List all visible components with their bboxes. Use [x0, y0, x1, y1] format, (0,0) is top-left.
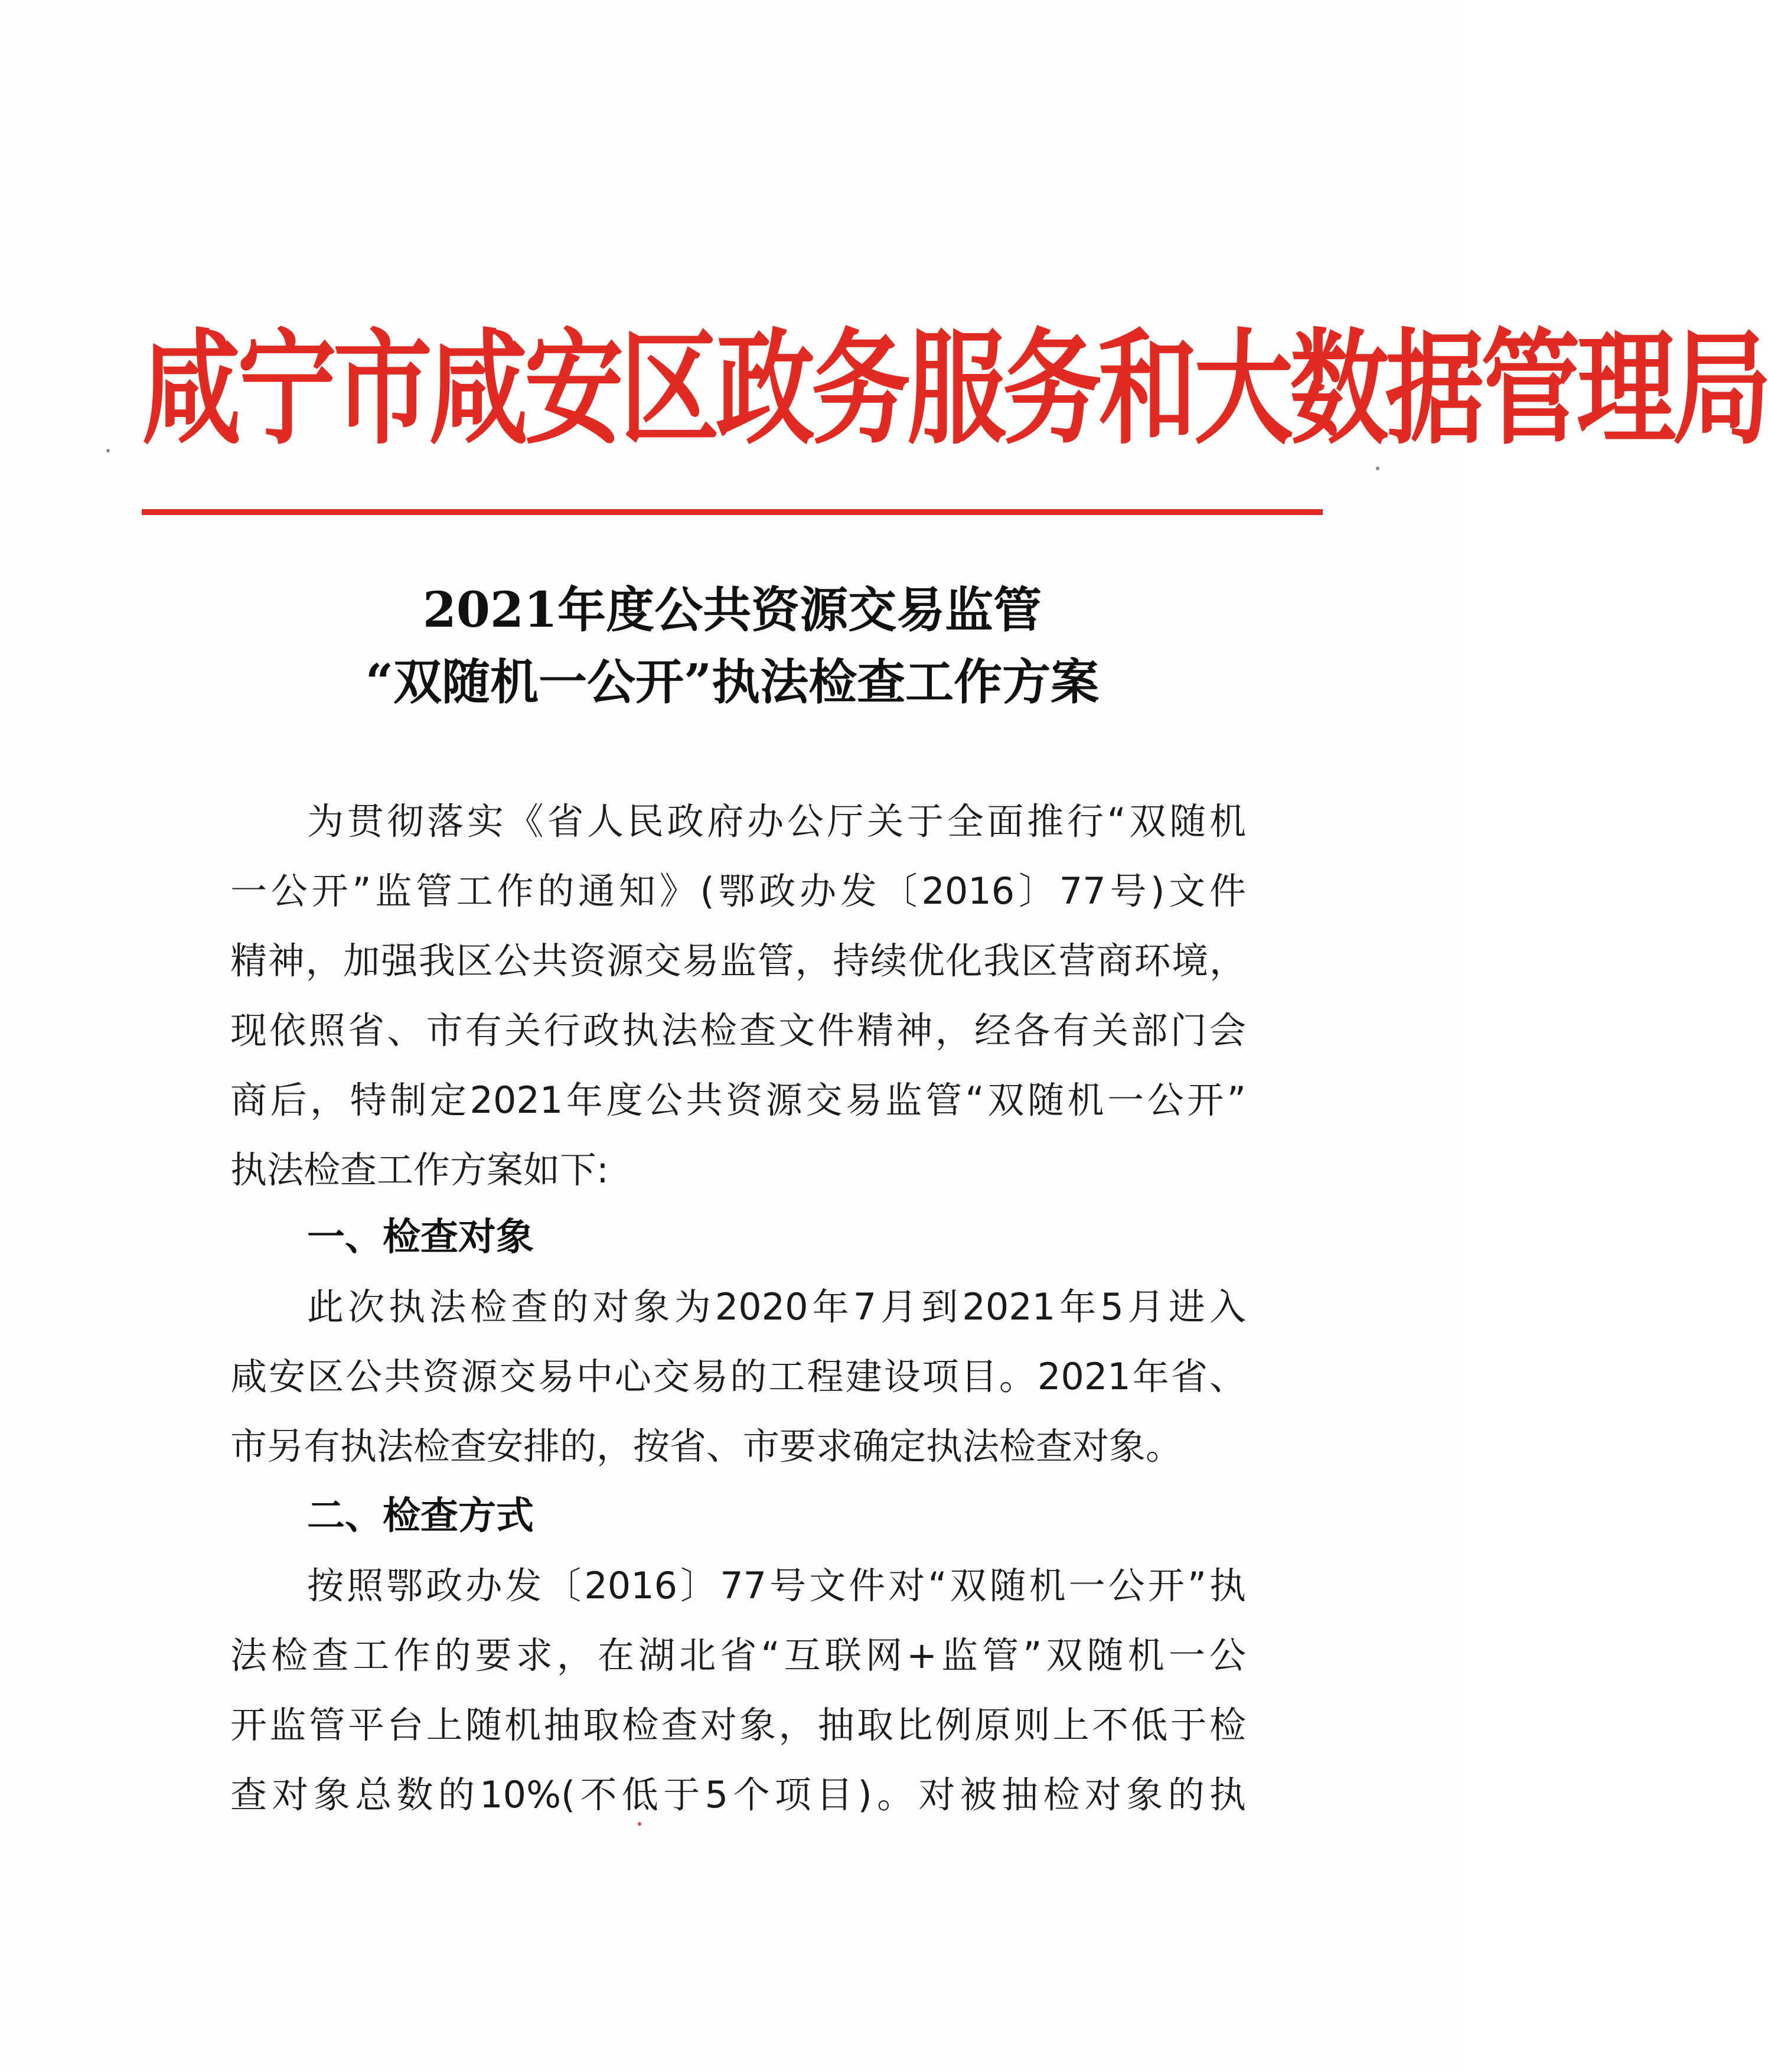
section-2-line: 按照鄂政办发〔2016〕77号文件对“双随机一公开”执 — [307, 1564, 1246, 1607]
issuing-organization-header: 咸宁市咸安区政务服务和大数据管理局 — [142, 315, 1768, 462]
intro-line: 商后，特制定2021年度公共资源交易监管“双随机一公开” — [230, 1079, 1246, 1122]
section-1-line: 咸安区公共资源交易中心交易的工程建设项目。2021年省、 — [230, 1355, 1246, 1398]
section-2-line: 开监管平台上随机抽取检查对象，抽取比例原则上不低于检 — [230, 1703, 1246, 1747]
intro-line: 现依照省、市有关行政执法检查文件精神，经各有关部门会 — [230, 1009, 1246, 1052]
section-2-line: 法检查工作的要求，在湖北省“互联网+监管”双随机一公 — [230, 1634, 1246, 1677]
section-1-line: 市另有执法检查安排的，按省、市要求确定执法检查对象。 — [230, 1425, 1183, 1468]
document-title-line-2: “双随机一公开”执法检查工作方案 — [365, 654, 1100, 711]
scan-speck — [106, 449, 110, 452]
intro-paragraph — [230, 787, 1246, 1205]
section-2-heading: 二、检查方式 — [307, 1494, 534, 1538]
intro-line: 执法检查工作方案如下: — [230, 1148, 609, 1191]
document-title-line-1: 2021年度公共资源交易监管 — [422, 582, 1042, 638]
intro-line: 精神，加强我区公共资源交易监管，持续优化我区营商环境， — [230, 939, 1246, 982]
intro-line: 为贯彻落实《省人民政府办公厅关于全面推行“双随机 — [307, 800, 1246, 843]
scan-speck — [1376, 467, 1379, 470]
section-2-paragraph — [230, 1551, 1246, 1830]
section-1-line: 此次执法检查的对象为2020年7月到2021年5月进入 — [307, 1285, 1246, 1328]
scan-speck — [638, 1822, 641, 1826]
intro-line: 一公开”监管工作的通知》(鄂政办发〔2016〕77号)文件 — [230, 869, 1246, 913]
section-1-heading: 一、检查对象 — [307, 1216, 534, 1259]
section-2-line: 查对象总数的10%(不低于5个项目)。对被抽检对象的执 — [230, 1773, 1246, 1816]
section-1-paragraph — [230, 1272, 1246, 1481]
red-header-rule — [142, 509, 1323, 515]
